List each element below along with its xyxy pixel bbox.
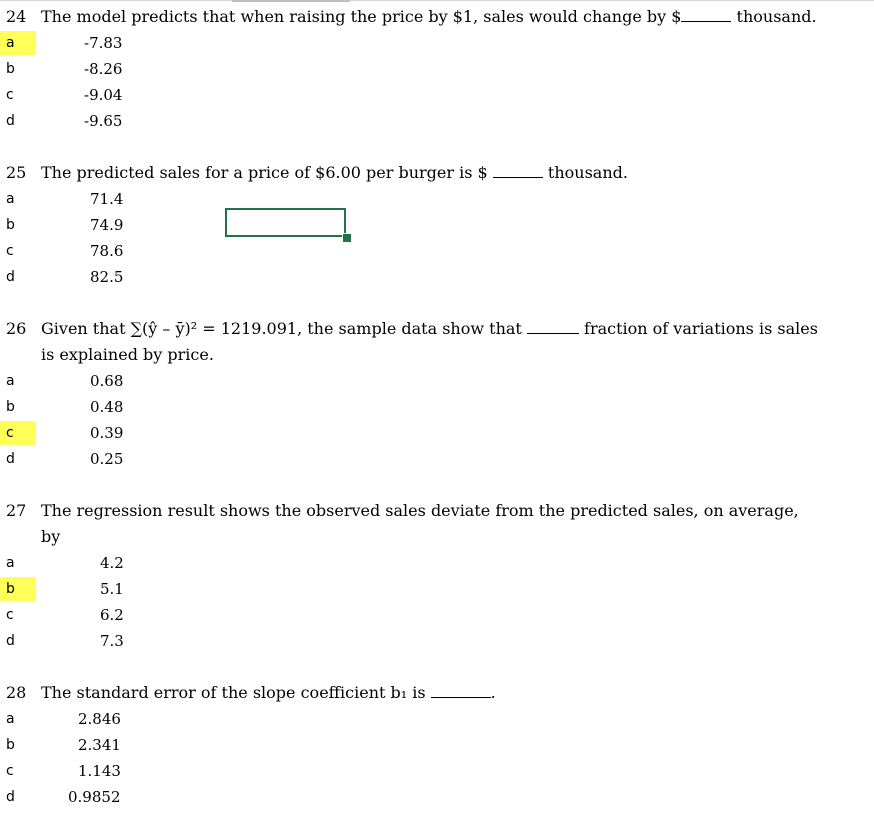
question-number: 28 — [6, 683, 27, 702]
answer-blank — [493, 163, 543, 178]
option-letter: d — [6, 451, 15, 467]
option-letter: d — [6, 633, 15, 649]
option-letter: b — [6, 737, 15, 753]
option-letter: c — [6, 763, 14, 779]
option-letter: b — [6, 61, 15, 77]
option-letter: c — [6, 87, 14, 103]
question-text-continued: is explained by price. — [41, 345, 214, 364]
option-value: 1.143 — [78, 762, 121, 780]
question-number: 24 — [6, 7, 27, 26]
option-value: 2.846 — [78, 710, 121, 728]
question-text-continued: by — [41, 527, 61, 546]
option-value: -9.65 — [84, 112, 123, 130]
option-value: 0.9852 — [68, 788, 121, 806]
option-value: 82.5 — [90, 268, 124, 286]
option-value: 78.6 — [90, 242, 124, 260]
question-text: Given that ∑(ŷ – ȳ)² = 1219.091, the sample data show that fraction of variations is sales — [41, 319, 818, 338]
option-value: 6.2 — [100, 606, 124, 624]
answer-blank — [431, 683, 491, 698]
selected-cell[interactable] — [225, 208, 346, 237]
option-letter: a — [6, 373, 15, 389]
option-value: -8.26 — [84, 60, 123, 78]
option-letter: b — [6, 217, 15, 233]
option-value: 5.1 — [100, 580, 124, 598]
column-header-edge — [232, 0, 350, 2]
option-value: 4.2 — [100, 554, 124, 572]
option-value: 74.9 — [90, 216, 124, 234]
option-value: 0.48 — [90, 398, 124, 416]
option-value: 0.68 — [90, 372, 124, 390]
option-letter: a — [6, 711, 15, 727]
sheet-top-border — [0, 0, 874, 1]
option-value: 0.25 — [90, 450, 124, 468]
option-letter: b — [0, 577, 36, 601]
question-text: The standard error of the slope coefficient b₁ is . — [41, 683, 496, 702]
option-letter: c — [0, 421, 36, 445]
option-letter: c — [6, 243, 14, 259]
fill-handle[interactable] — [342, 233, 352, 243]
question-text: The predicted sales for a price of $6.00 per burger is $ thousand. — [41, 163, 628, 182]
question-text: The model predicts that when raising the price by $1, sales would change by $ thousand. — [41, 7, 817, 26]
option-value: 71.4 — [90, 190, 124, 208]
option-letter: d — [6, 113, 15, 129]
question-number: 27 — [6, 501, 27, 520]
option-letter: d — [6, 789, 15, 805]
option-value: -7.83 — [84, 34, 123, 52]
option-value: 0.39 — [90, 424, 124, 442]
answer-blank — [681, 7, 731, 22]
option-letter: a — [6, 191, 15, 207]
option-value: 2.341 — [78, 736, 121, 754]
option-value: 7.3 — [100, 632, 124, 650]
option-value: -9.04 — [84, 86, 123, 104]
option-letter: a — [6, 555, 15, 571]
option-letter: c — [6, 607, 14, 623]
option-letter: a — [0, 31, 36, 55]
option-letter: b — [6, 399, 15, 415]
question-text: The regression result shows the observed sales deviate from the predicted sales, on average, — [41, 501, 799, 520]
answer-blank — [527, 319, 579, 334]
question-number: 26 — [6, 319, 27, 338]
question-number: 25 — [6, 163, 27, 182]
option-letter: d — [6, 269, 15, 285]
